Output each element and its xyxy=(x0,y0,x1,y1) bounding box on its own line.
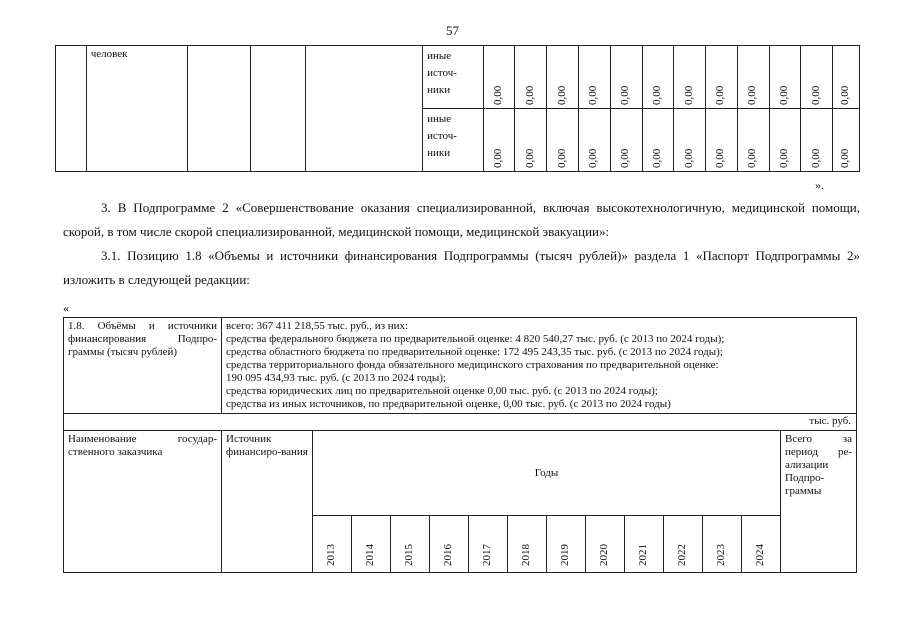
value-cell xyxy=(769,46,801,109)
value-text: 0,00 xyxy=(523,85,536,105)
funding-line: 190 095 434,93 тыс. руб. (с 2013 по 2024 годы); xyxy=(226,372,446,384)
year-cell xyxy=(586,516,625,573)
table-cell xyxy=(188,46,251,172)
value-cell xyxy=(642,109,674,172)
person-cell: человек xyxy=(86,46,188,172)
year-cell xyxy=(469,516,508,573)
value-cell xyxy=(801,46,833,109)
year-cell xyxy=(703,516,742,573)
value-text: 0,00 xyxy=(682,85,695,105)
year-label: 2022 xyxy=(676,544,688,566)
table-row xyxy=(56,46,860,109)
value-cell xyxy=(642,46,674,109)
value-text: 0,00 xyxy=(682,148,695,168)
value-cell xyxy=(547,46,579,109)
source-line: ники xyxy=(427,147,451,159)
year-cell xyxy=(391,516,430,573)
table-cell xyxy=(56,46,87,172)
table-cell xyxy=(306,46,423,172)
source-line: иные xyxy=(427,113,452,125)
table-cell xyxy=(250,46,305,172)
value-text: 0,00 xyxy=(619,85,632,105)
year-label: 2017 xyxy=(481,544,493,566)
source-header: Источник финансиро-вания xyxy=(222,431,313,573)
value-text: 0,00 xyxy=(491,85,504,105)
year-label: 2019 xyxy=(559,544,571,566)
value-cell xyxy=(515,109,547,172)
value-cell xyxy=(706,46,738,109)
funding-line: средства федерального бюджета по предварительной оценке: 4 820 540,27 тыс. руб. (с 2013 по 2024 годы); xyxy=(226,333,725,345)
year-label: 2021 xyxy=(637,544,649,566)
paragraph-subprogram-2: 3. В Подпрограмме 2 «Совершенствование оказания специализированной, включая высокотехнологичную, медицинской помощи, скорой, в том числе скорой специализированной, медицинской помощи, медицинской эвакуации»: xyxy=(63,200,860,239)
year-label: 2015 xyxy=(403,544,415,566)
funding-line: средства юридических лиц по предварительной оценке 0,00 тыс. руб. (с 2013 по 2024 годы); xyxy=(226,385,658,397)
year-cell xyxy=(313,516,352,573)
year-cell xyxy=(547,516,586,573)
table-row xyxy=(64,431,857,516)
value-cell xyxy=(578,46,610,109)
value-cell xyxy=(801,109,833,172)
year-label: 2014 xyxy=(364,544,376,566)
funding-description-cell xyxy=(222,318,857,414)
value-cell xyxy=(578,109,610,172)
year-cell xyxy=(625,516,664,573)
source-line: источ- xyxy=(427,67,457,79)
year-label: 2024 xyxy=(754,544,766,566)
page-number: 57 xyxy=(446,23,459,38)
value-cell xyxy=(706,109,738,172)
value-cell xyxy=(483,46,515,109)
source-cell xyxy=(423,46,484,109)
value-text: 0,00 xyxy=(839,148,852,168)
source-line: иные xyxy=(427,50,452,62)
passport-table xyxy=(63,317,857,573)
year-label: 2018 xyxy=(520,544,532,566)
value-text: 0,00 xyxy=(778,148,791,168)
value-text: 0,00 xyxy=(555,148,568,168)
value-cell xyxy=(737,109,769,172)
source-line: ники xyxy=(427,84,451,96)
funding-line: средства из иных источников, по предварительной оценке, 0,00 тыс. руб. (с 2013 по 2024 годы) xyxy=(226,398,671,410)
year-label: 2013 xyxy=(325,544,337,566)
year-label: 2023 xyxy=(715,544,727,566)
source-line: источ- xyxy=(427,130,457,142)
funding-line: средства территориального фонда обязательного медицинского страхования по предварительной оценке: xyxy=(226,359,719,371)
value-cell xyxy=(674,46,706,109)
value-cell xyxy=(483,109,515,172)
year-cell xyxy=(430,516,469,573)
year-cell xyxy=(742,516,781,573)
funding-line: средства областного бюджета по предварительной оценке: 172 495 243,35 тыс. руб. (с 2013 по 2024 годы); xyxy=(226,346,723,358)
source-cell xyxy=(423,109,484,172)
customer-header: Наименование государ-ственного заказчика xyxy=(64,431,222,573)
value-cell xyxy=(833,109,860,172)
value-cell xyxy=(610,109,642,172)
years-header: Годы xyxy=(313,431,781,516)
closing-quote: ». xyxy=(815,178,824,192)
unit-cell: тыс. руб. xyxy=(64,414,857,431)
value-text: 0,00 xyxy=(714,85,727,105)
value-text: 0,00 xyxy=(839,85,852,105)
value-text: 0,00 xyxy=(746,148,759,168)
value-cell xyxy=(833,46,860,109)
year-label: 2020 xyxy=(598,544,610,566)
value-cell xyxy=(610,46,642,109)
total-header: Всего за период ре-ализации Подпро-граммы xyxy=(781,431,857,573)
value-text: 0,00 xyxy=(619,148,632,168)
year-label: 2016 xyxy=(442,544,454,566)
value-text: 0,00 xyxy=(555,85,568,105)
value-text: 0,00 xyxy=(587,85,600,105)
table-row xyxy=(64,318,857,414)
value-text: 0,00 xyxy=(809,85,822,105)
value-text: 0,00 xyxy=(746,85,759,105)
paragraph-position-1-8: 3.1. Позицию 1.8 «Объемы и источники финансирования Подпрограммы (тысяч рублей)» раздела 1 «Паспорт Подпрограммы 2» изложить в следующей редакции: xyxy=(63,248,860,287)
year-cell xyxy=(664,516,703,573)
table-row xyxy=(64,414,857,431)
year-cell xyxy=(352,516,391,573)
value-cell xyxy=(769,109,801,172)
year-cell xyxy=(508,516,547,573)
value-cell xyxy=(737,46,769,109)
continuation-table xyxy=(55,45,860,172)
value-text: 0,00 xyxy=(523,148,536,168)
funding-line: всего: 367 411 218,55 тыс. руб., из них: xyxy=(226,320,409,332)
value-cell xyxy=(547,109,579,172)
position-label-cell: 1.8. Объёмы и источники финансирования Подпро-граммы (тысяч рублей) xyxy=(64,318,222,414)
value-text: 0,00 xyxy=(491,148,504,168)
value-text: 0,00 xyxy=(650,85,663,105)
value-cell xyxy=(674,109,706,172)
value-cell xyxy=(515,46,547,109)
value-text: 0,00 xyxy=(809,148,822,168)
value-text: 0,00 xyxy=(650,148,663,168)
value-text: 0,00 xyxy=(587,148,600,168)
value-text: 0,00 xyxy=(714,148,727,168)
opening-quote: « xyxy=(63,301,69,315)
value-text: 0,00 xyxy=(778,85,791,105)
